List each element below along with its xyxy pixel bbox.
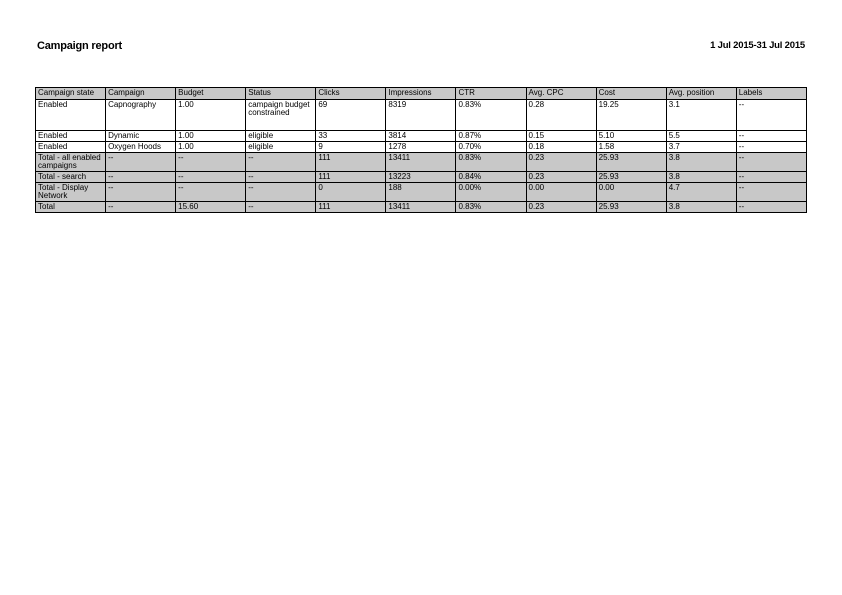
column-header: Clicks	[316, 88, 386, 100]
table-cell: 0.23	[526, 172, 596, 183]
table-cell: 0.70%	[456, 142, 526, 153]
table-cell: Capnography	[106, 100, 176, 131]
table-cell: 25.93	[596, 172, 666, 183]
table-cell: --	[736, 183, 806, 202]
table-cell: 13223	[386, 172, 456, 183]
table-cell: eligible	[246, 131, 316, 142]
table-row	[36, 142, 807, 153]
campaign-table	[35, 87, 807, 213]
table-cell: --	[736, 100, 806, 131]
table-cell: 19.25	[596, 100, 666, 131]
table-cell: Enabled	[36, 100, 106, 131]
table-cell: 0.84%	[456, 172, 526, 183]
table-cell: Oxygen Hoods	[106, 142, 176, 153]
table-header-row	[36, 88, 807, 100]
table-cell: Total - Display Network	[36, 183, 106, 202]
total-row	[36, 172, 807, 183]
table-cell: campaign budget constrained	[246, 100, 316, 131]
table-cell: Total - all enabled campaigns	[36, 153, 106, 172]
table-cell: 4.7	[666, 183, 736, 202]
table-cell: 1.00	[176, 131, 246, 142]
table-cell: 3.8	[666, 172, 736, 183]
table-cell: 0.28	[526, 100, 596, 131]
table-cell: 15.60	[176, 202, 246, 213]
table-cell: 0.87%	[456, 131, 526, 142]
column-header: Campaign	[106, 88, 176, 100]
table-cell: 33	[316, 131, 386, 142]
table-cell: 69	[316, 100, 386, 131]
column-header: Impressions	[386, 88, 456, 100]
table-cell: --	[736, 172, 806, 183]
total-row	[36, 153, 807, 172]
table-cell: --	[176, 153, 246, 172]
table-cell: 0.18	[526, 142, 596, 153]
table-cell: --	[106, 153, 176, 172]
table-row	[36, 131, 807, 142]
table-cell: 5.5	[666, 131, 736, 142]
table-cell: Enabled	[36, 131, 106, 142]
table-cell: 1.00	[176, 142, 246, 153]
total-row	[36, 183, 807, 202]
table-cell: --	[106, 183, 176, 202]
table-cell: --	[736, 153, 806, 172]
table-cell: 0.83%	[456, 153, 526, 172]
column-header: Budget	[176, 88, 246, 100]
table-cell: --	[246, 172, 316, 183]
column-header: CTR	[456, 88, 526, 100]
table-cell: 0.15	[526, 131, 596, 142]
table-cell: 1278	[386, 142, 456, 153]
table-cell: 1.00	[176, 100, 246, 131]
table-cell: 188	[386, 183, 456, 202]
table-cell: --	[246, 202, 316, 213]
table-cell: 3.7	[666, 142, 736, 153]
column-header: Campaign state	[36, 88, 106, 100]
table-cell: --	[176, 172, 246, 183]
table-cell: 111	[316, 202, 386, 213]
table-cell: 3.8	[666, 202, 736, 213]
table-cell: --	[106, 202, 176, 213]
column-header: Avg. position	[666, 88, 736, 100]
table-cell: --	[246, 153, 316, 172]
table-cell: 0.00	[526, 183, 596, 202]
table-cell: Total - search	[36, 172, 106, 183]
table-cell: Total	[36, 202, 106, 213]
table-cell: Dynamic	[106, 131, 176, 142]
report-date-range: 1 Jul 2015-31 Jul 2015	[710, 40, 805, 51]
table-cell: --	[106, 172, 176, 183]
table-cell: 3.8	[666, 153, 736, 172]
table-cell: --	[736, 142, 806, 153]
table-cell: 111	[316, 153, 386, 172]
table-cell: 0.23	[526, 202, 596, 213]
table-cell: 25.93	[596, 202, 666, 213]
table-cell: 0.00	[596, 183, 666, 202]
column-header: Labels	[736, 88, 806, 100]
table-row	[36, 100, 807, 131]
column-header: Status	[246, 88, 316, 100]
table-cell: 13411	[386, 202, 456, 213]
table-cell: --	[176, 183, 246, 202]
table-cell: 3814	[386, 131, 456, 142]
table-cell: 5.10	[596, 131, 666, 142]
table-cell: 0	[316, 183, 386, 202]
table-cell: --	[736, 202, 806, 213]
column-header: Avg. CPC	[526, 88, 596, 100]
table-cell: 0.00%	[456, 183, 526, 202]
grand-total-row	[36, 202, 807, 213]
table-cell: eligible	[246, 142, 316, 153]
table-cell: 9	[316, 142, 386, 153]
table-cell: 0.23	[526, 153, 596, 172]
table-cell: --	[246, 183, 316, 202]
table-cell: Enabled	[36, 142, 106, 153]
table-cell: --	[736, 131, 806, 142]
column-header: Cost	[596, 88, 666, 100]
table-cell: 25.93	[596, 153, 666, 172]
report-title: Campaign report	[37, 40, 123, 52]
table-cell: 111	[316, 172, 386, 183]
table-cell: 1.58	[596, 142, 666, 153]
table-cell: 3.1	[666, 100, 736, 131]
table-cell: 8319	[386, 100, 456, 131]
table-cell: 0.83%	[456, 100, 526, 131]
table-cell: 0.83%	[456, 202, 526, 213]
table-cell: 13411	[386, 153, 456, 172]
